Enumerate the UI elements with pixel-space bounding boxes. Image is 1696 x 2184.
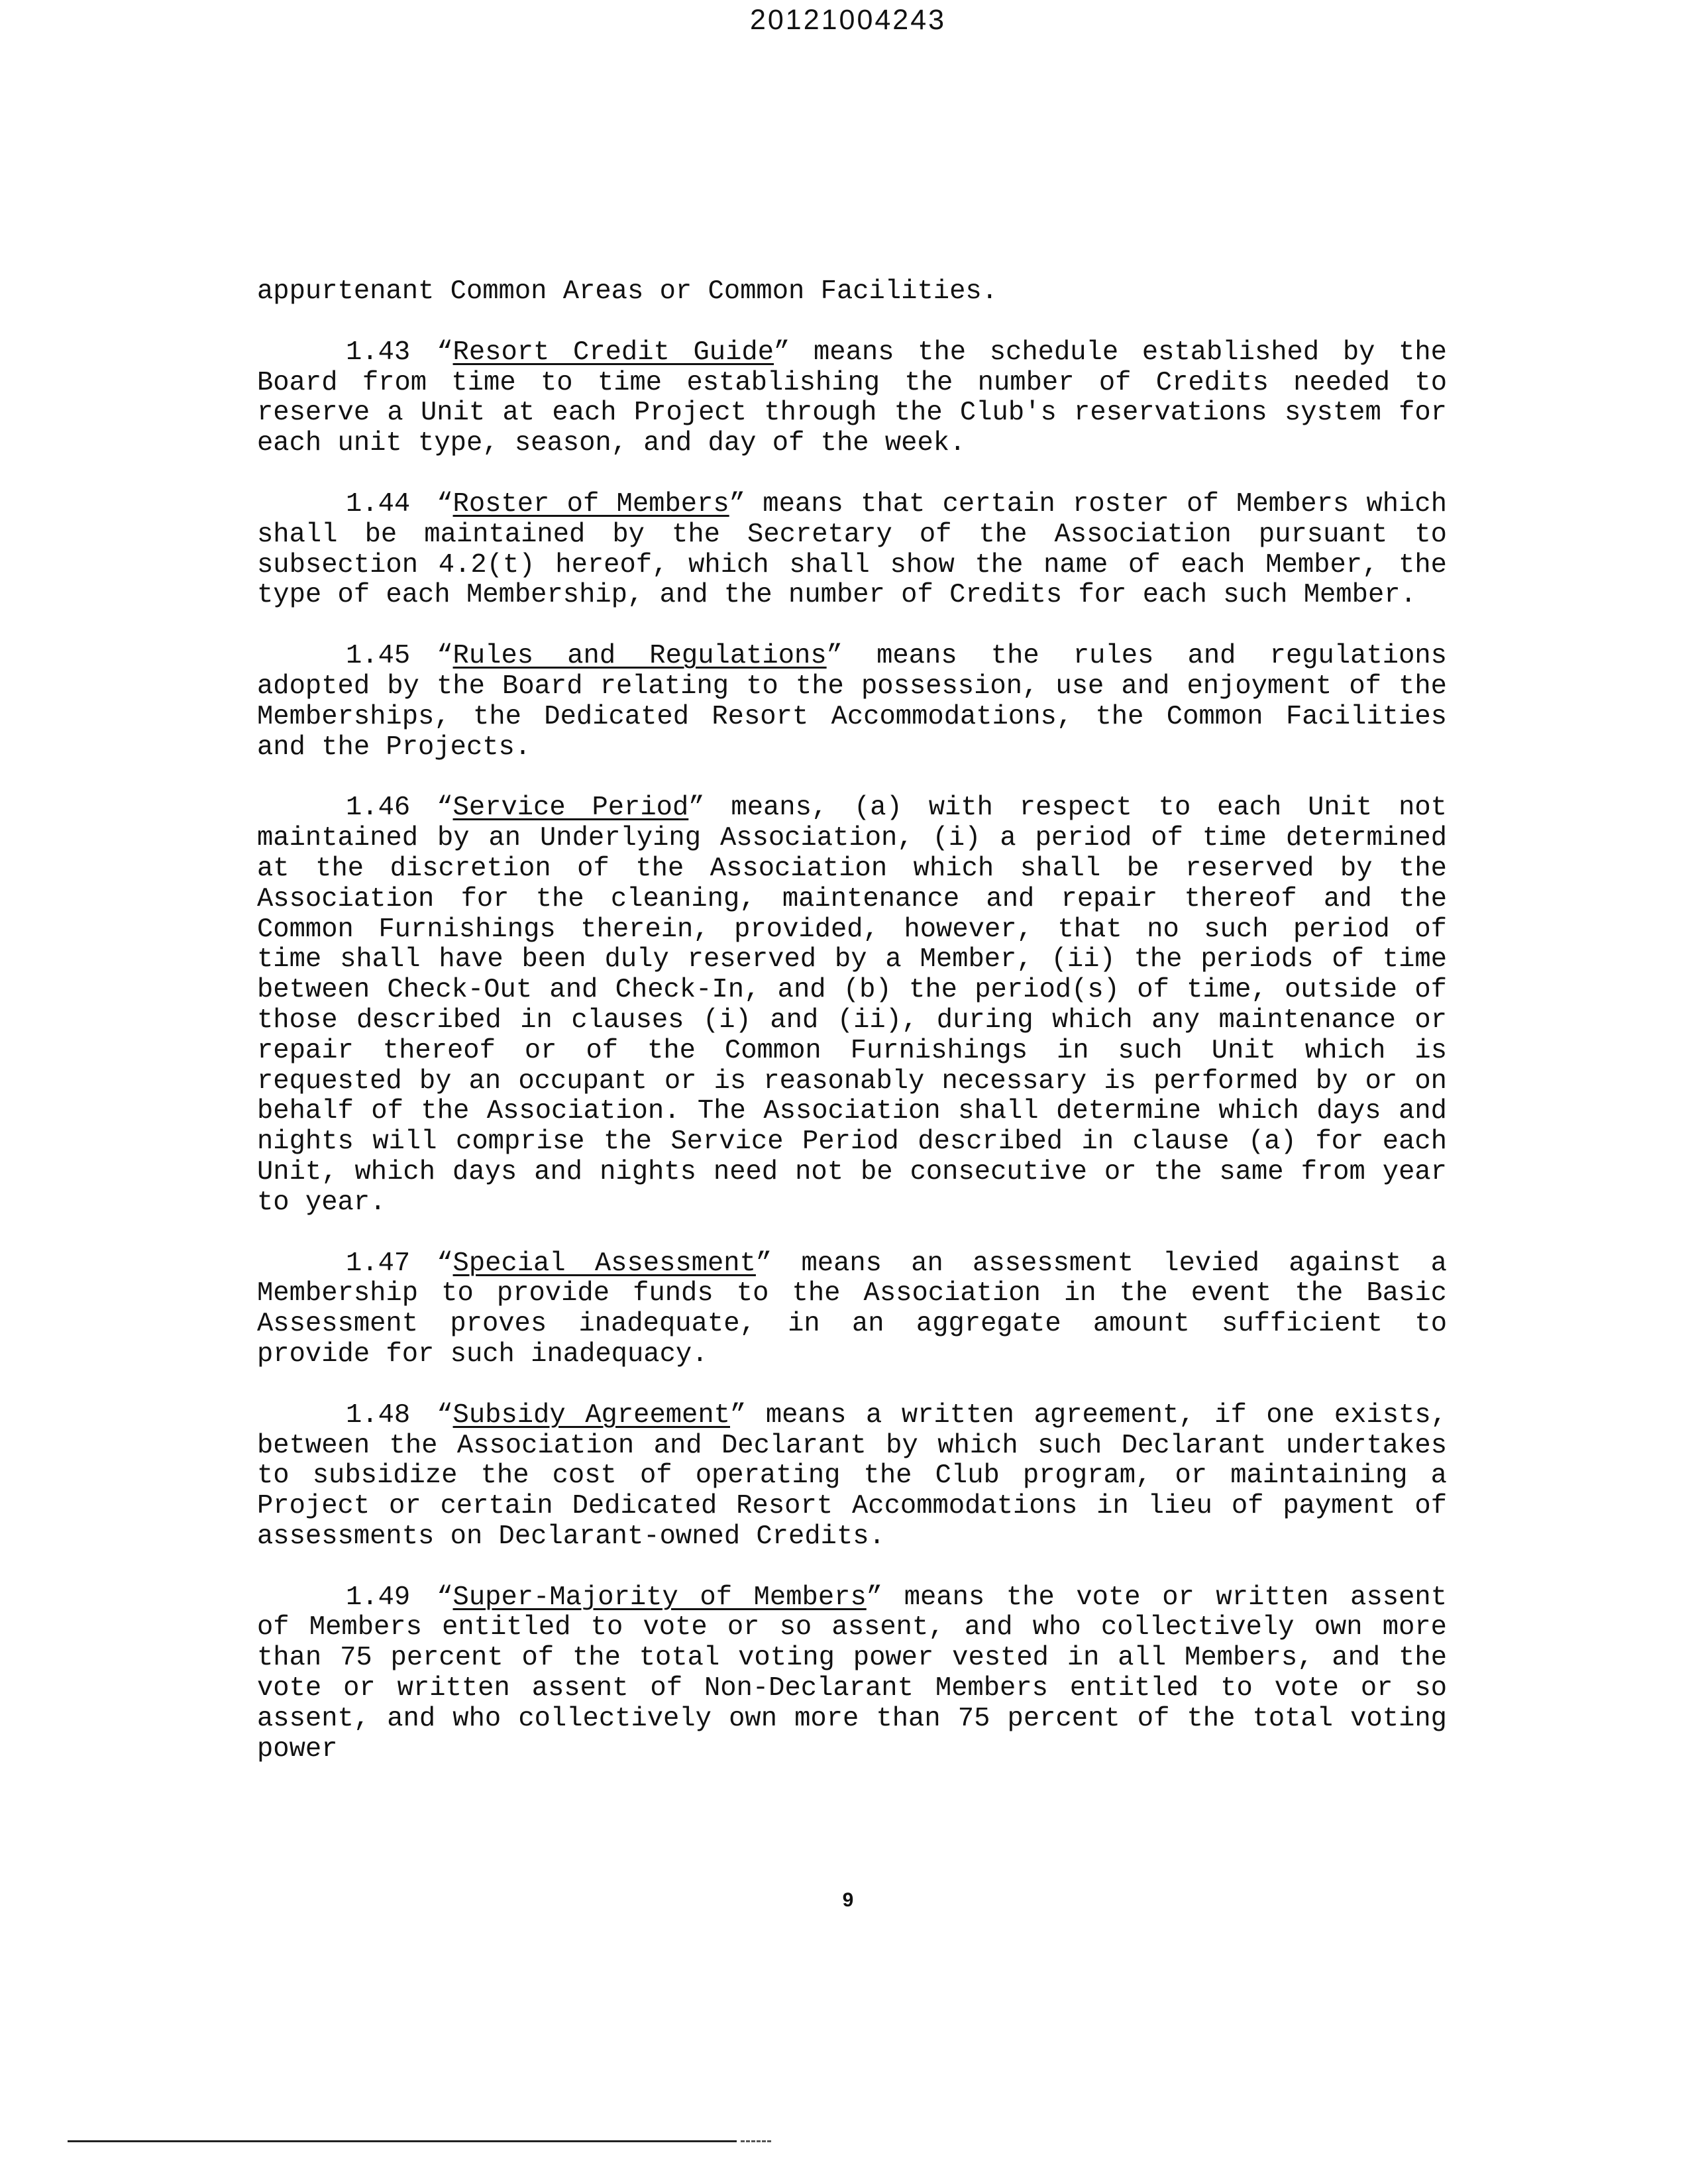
footer-rule (68, 2140, 737, 2142)
definition-text: means the schedule established by the Board from time to time establishing the number of Credits needed to reserve a Unit at each Project through the Club's reservations system for each unit type, season, and day of the week. (257, 337, 1447, 459)
defined-term: Service Period (452, 792, 689, 824)
section-number: 1.49 (346, 1582, 411, 1613)
open-quote: “ (437, 1248, 453, 1279)
close-quote: ” (729, 1399, 747, 1431)
open-quote: “ (437, 1399, 453, 1431)
close-quote: ” (866, 1582, 883, 1613)
open-quote: “ (437, 641, 453, 672)
defined-term: Subsidy Agreement (452, 1399, 730, 1431)
close-quote: ” (688, 792, 705, 824)
section-number: 1.43 (346, 337, 411, 368)
close-quote: ” (729, 488, 745, 519)
definition-text: means an assessment levied against a Membership to provide funds to the Association in the event the Basic Assessment proves inadequate, in an aggregate amount sufficient to provide for such inadequacy. (257, 1248, 1447, 1370)
section-number: 1.45 (346, 641, 411, 672)
definition-1-44 (257, 490, 1447, 611)
definition-text: means the rules and regulations adopted by the Board relating to the possession, use and enjoyment of the Memberships, the Dedicated Resort Accommodations, the Common Facilities and the Projects. (257, 641, 1447, 763)
defined-term: Special Assessment (452, 1248, 756, 1279)
section-number: 1.46 (346, 792, 411, 824)
definition-text: means that certain roster of Members which shall be maintained by the Secretary of the Association pursuant to subsection 4.2(t) hereof, which shall show the name of each Member, the type of each Membership, and the number of Credits for each such Member. (257, 488, 1447, 611)
defined-term: Super-Majority of Members (452, 1582, 867, 1613)
open-quote: “ (437, 1582, 453, 1613)
open-quote: “ (437, 488, 453, 519)
continuation-paragraph (257, 277, 1447, 307)
document-number: 20121004243 (749, 4, 947, 36)
close-quote: ” (755, 1248, 772, 1279)
definition-text: means a written agreement, if one exists, between the Association and Declarant by which such Declarant undertakes to subsidize the cost of operating the Club program, or maintaining a Project or certain Dedicated Resort Accommodations in lieu of payment of assessments on Declarant-owned Credits. (257, 1399, 1447, 1552)
defined-term: Roster of Members (452, 488, 729, 519)
open-quote: “ (437, 337, 453, 368)
footer-rule-dash (741, 2140, 771, 2142)
close-quote: ” (826, 641, 843, 672)
close-quote: ” (774, 337, 790, 368)
paragraph-text: appurtenant Common Areas or Common Facilities. (257, 276, 998, 307)
definition-1-48 (257, 1401, 1447, 1553)
defined-term: Resort Credit Guide (452, 337, 774, 368)
page-number: 9 (842, 1889, 854, 1911)
section-number: 1.44 (346, 488, 411, 519)
open-quote: “ (437, 792, 453, 824)
section-number: 1.47 (346, 1248, 411, 1279)
definition-1-45 (257, 641, 1447, 763)
definition-1-49 (257, 1583, 1447, 1765)
definition-1-43 (257, 338, 1447, 459)
defined-term: Rules and Regulations (452, 641, 827, 672)
definition-1-46 (257, 793, 1447, 1218)
definition-text: means, (a) with respect to each Unit not maintained by an Underlying Association, (i) a period of time determined at the discretion of the Association which shall be reserved by the Association for the cleaning, maintenance and repair thereof and the Common Furnishings therein, provided, however, that no such period of time shall have been duly reserved by a Member, (ii) the periods of time between Check-Out and Check-In, and (b) the period(s) of time, outside of those described in clauses (i) and (ii), during which any maintenance or repair thereof or of the Common Furnishings in such Unit which is requested by an occupant or is reasonably necessary is performed by or on behalf of the Association. The Association shall determine which days and nights will comprise the Service Period described in clause (a) for each Unit, which days and nights need not be consecutive or the same from year to year. (257, 792, 1447, 1218)
definition-1-47 (257, 1249, 1447, 1370)
section-number: 1.48 (346, 1399, 411, 1431)
document-body (257, 277, 1447, 1795)
definition-text: means the vote or written assent of Members entitled to vote or so assent, and who collectively own more than 75 percent of the total voting power vested in all Members, and the vote or written assent of Non-Declarant Members entitled to vote or so assent, and who collectively own more than 75 percent of the total voting power (257, 1582, 1447, 1765)
